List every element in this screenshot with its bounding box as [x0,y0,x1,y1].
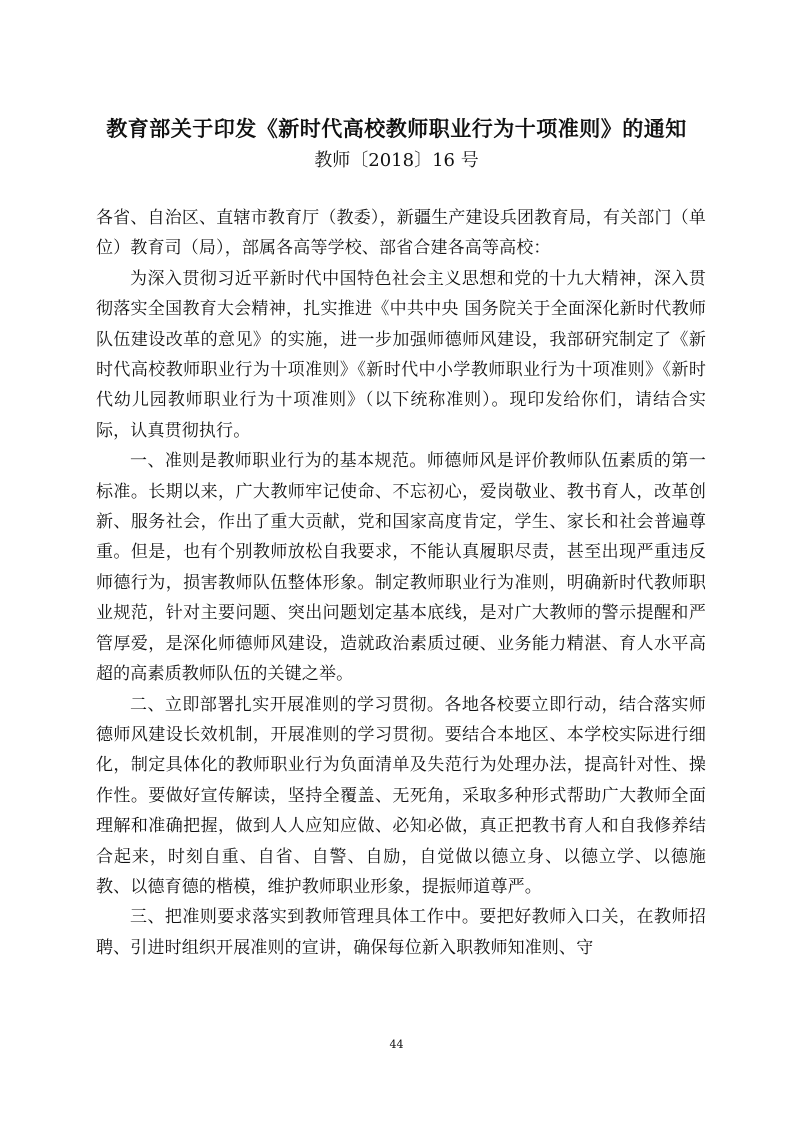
section-two-paragraph: 二、立即部署扎实开展准则的学习贯彻。各地各校要立即行动，结合落实师德师风建设长效机制，开展准则的学习贯彻。要结合本地区、本学校实际进行细化，制定具体化的教师职业行为负面清单及失范行为处理办法，提高针对性、操作性。要做好宣传解读，坚持全覆盖、无死角，采取多种形式帮助广大教师全面理解和准确把握，做到人人应知应做、必知必做，真正把教书育人和自我修养结合起来，时刻自重、自省、自警、自励，自觉做以德立身、以德立学、以德施教、以德育德的楷模，维护教师职业形象，提振师道尊严。 [96,694,706,897]
salutation-paragraph: 各省、自治区、直辖市教育厅（教委），新疆生产建设兵团教育局，有关部门（单位）教育司（局），部属各高等学校、部省合建各高等高校： [96,208,706,259]
section-three-paragraph: 三、把准则要求落实到教师管理具体工作中。要把好教师入口关，在教师招聘、引进时组织开展准则的宣讲，确保每位新入职教师知准则、守 [96,907,706,958]
section-one-paragraph: 一、准则是教师职业行为的基本规范。师德师风是评价教师队伍素质的第一标准。长期以来，广大教师牢记使命、不忘初心，爱岗敬业、教书育人，改革创新、服务社会，作出了重大贡献，党和国家高度肯定，学生、家长和社会普遍尊重。但是，也有个别教师放松自我要求，不能认真履职尽责，甚至出现严重违反师德行为，损害教师队伍整体形象。制定教师职业行为准则，明确新时代教师职业规范，针对主要问题、突出问题划定基本底线，是对广大教师的警示提醒和严管厚爱，是深化师德师风建设，造就政治素质过硬、业务能力精湛、育人水平高超的高素质教师队伍的关键之举。 [96,451,706,685]
document-body [96,203,706,963]
page-number: 44 [389,1038,404,1051]
document-title: 教育部关于印发《新时代高校教师职业行为十项准则》的通知 [106,117,687,141]
intro-paragraph: 为深入贯彻习近平新时代中国特色社会主义思想和党的十九大精神，深入贯彻落实全国教育大会精神，扎实推进《中共中央 国务院关于全面深化新时代教师队伍建设改革的意见》的实施，进一步加强师德师风建设，我部研究制定了《新时代高校教师职业行为十项准则》《新时代中小学教师职业行为十项准则》《新时代幼儿园教师职业行为十项准则》（以下统称准则）。现印发给你们，请结合实际，认真贯彻执行。 [96,268,706,441]
document-number: 教师〔2018〕16 号 [314,150,479,171]
